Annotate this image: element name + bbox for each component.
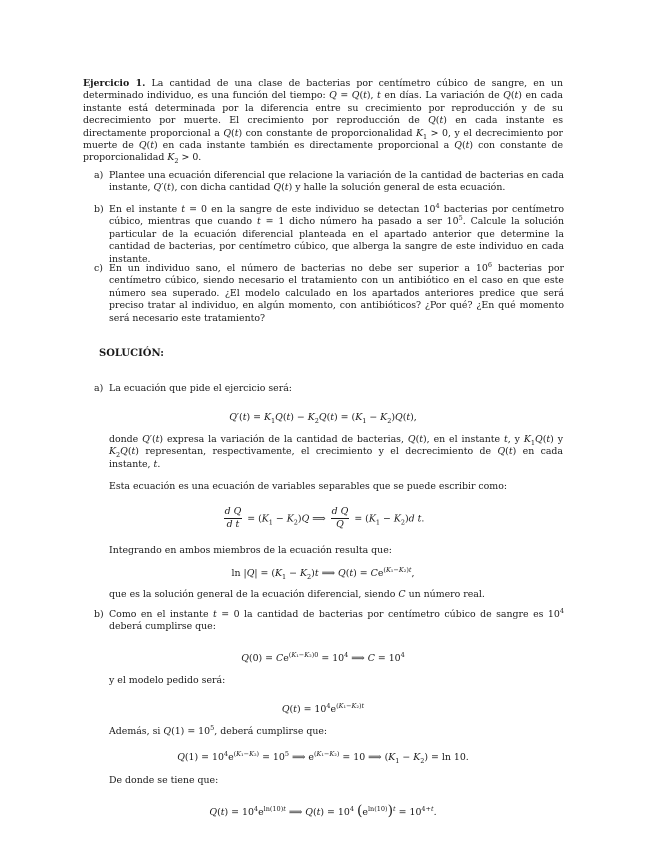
exercise-item-b: b) En el instante t = 0 en la sangre de este individuo se detectan $10^4$ bacterias por centímetro cúbico, mientras que cuando t = 1 dicho número ha pasado a ser $10^5$. Calcule la solución particular de la ecuación diferencial planteada en el apartado anterior que determine la cantidad de bacterias, por centímetro cúbico, que alberga la sangre de este individuo en cada instante.	[94, 201, 564, 265]
solution-a-explanation: donde Q′(t) expresa la variación de la cantidad de bacterias, Q(t), en el instante t, y $K_1Q(t)$ y $K_2Q(t)$ representan, respectivamente, el crecimiento y el decrecimiento de Q(t) en cada instante, t.	[109, 434, 564, 470]
equation-separated: $\frac{\text{d Q}}{\text{d t}}$ = $(K_1 - K_2)Q$ ⟹ $\frac{\text{d Q}}{Q}$ = $(K_1 - K_2)d$ t.	[224, 506, 425, 531]
exercise-item-c: c) En un individuo sano, el número de bacterias no debe ser superior a $10^6$ bacterias por centímetro cúbico, siendo necesario el tratamiento con un antibiótico en el caso en que este número sea superado. ¿El modelo calculado en los apartados anteriores predice que será preciso tratar al individuo, en algún momento, con antibióticos? ¿Por qué? ¿En qué momento será necesario este tratamiento?	[94, 260, 564, 324]
equation-particular-solution: $Q(t) = 10^4e^{ln(10)t}$ ⟹ $Q(t) = 10^4$ $(e^{ln(10)})^t = 10^{4+t}$.	[209, 803, 437, 819]
solution-a-integrating: Integrando en ambos miembros de la ecuación resulta que:	[109, 545, 392, 556]
exercise-statement: Ejercicio 1. La cantidad de una clase de bacterias por centímetro cúbico de sangre, en un determinado individuo, es una función del tiempo: Q = Q(t), t en días. La variación de Q(t) en cada instante está determinada por la diferencia entre su crecimiento por reproducción y de su decrecimiento por muerte. El crecimiento por reproducción de Q(t) en cada instante es directamente proporcional a Q(t) con constante de proporcionalidad $K_1 > 0$, y el decrecimiento por muerte de Q(t) en cada instante también es directamente proporcional a Q(t) con constante de proporcionalidad $K_2 > 0$.	[83, 78, 564, 166]
solution-b-model: y el modelo pedido será:	[109, 675, 226, 686]
equation-ode: $Q'(t) = K_1Q(t) - K_2Q(t) = (K_1 - K_2)Q(t)$,	[229, 412, 417, 425]
solution-item-b: b) Como en el instante t = 0 la cantidad de bacterias por centímetro cúbico de sangre es $10^4$ deberá cumplirse que:	[94, 606, 564, 633]
solution-item-a: a) La ecuación que pide el ejercicio será:	[94, 383, 292, 394]
exercise-heading: Ejercicio 1.	[83, 78, 146, 89]
equation-initial-condition: $Q(0) = Ce^{(K_1-K_2)0} = 10^4$ ⟹ $C = 10^4$	[241, 650, 405, 664]
solution-a-separable: Esta ecuación es una ecuación de variables separables que se puede escribir como:	[109, 481, 507, 492]
equation-model: $Q(t) = 10^4e^{(K_1-K_2)t}$	[281, 701, 365, 715]
solution-b-whence: De donde se tiene que:	[109, 775, 219, 786]
solution-a-general-note: que es la solución general de la ecuación diferencial, siendo C un número real.	[109, 589, 485, 600]
solution-heading: SOLUCIÓN:	[99, 348, 164, 359]
solution-b-also: Además, si $Q(1) = 10^5$, deberá cumplirse que:	[109, 723, 328, 737]
exercise-item-a: a) Plantee una ecuación diferencial que relacione la variación de la cantidad de bacterias en cada instante, Q′(t), con dicha cantidad Q(t) y halle la solución general de esta ecuación.	[94, 170, 564, 194]
equation-general-solution: $\ln |Q| = (K_1 - K_2)t$ ⟹ $Q(t) = Ce^{(K_1-K_2)t}$,	[231, 565, 415, 581]
equation-second-condition: $Q(1) = 10^4e^{(K_1-K_2)} = 10^5$ ⟹ $e^{(K_1-K_2)} = 10$ ⟹ $(K_1 - K_2) = \ln 10$.	[177, 749, 469, 765]
